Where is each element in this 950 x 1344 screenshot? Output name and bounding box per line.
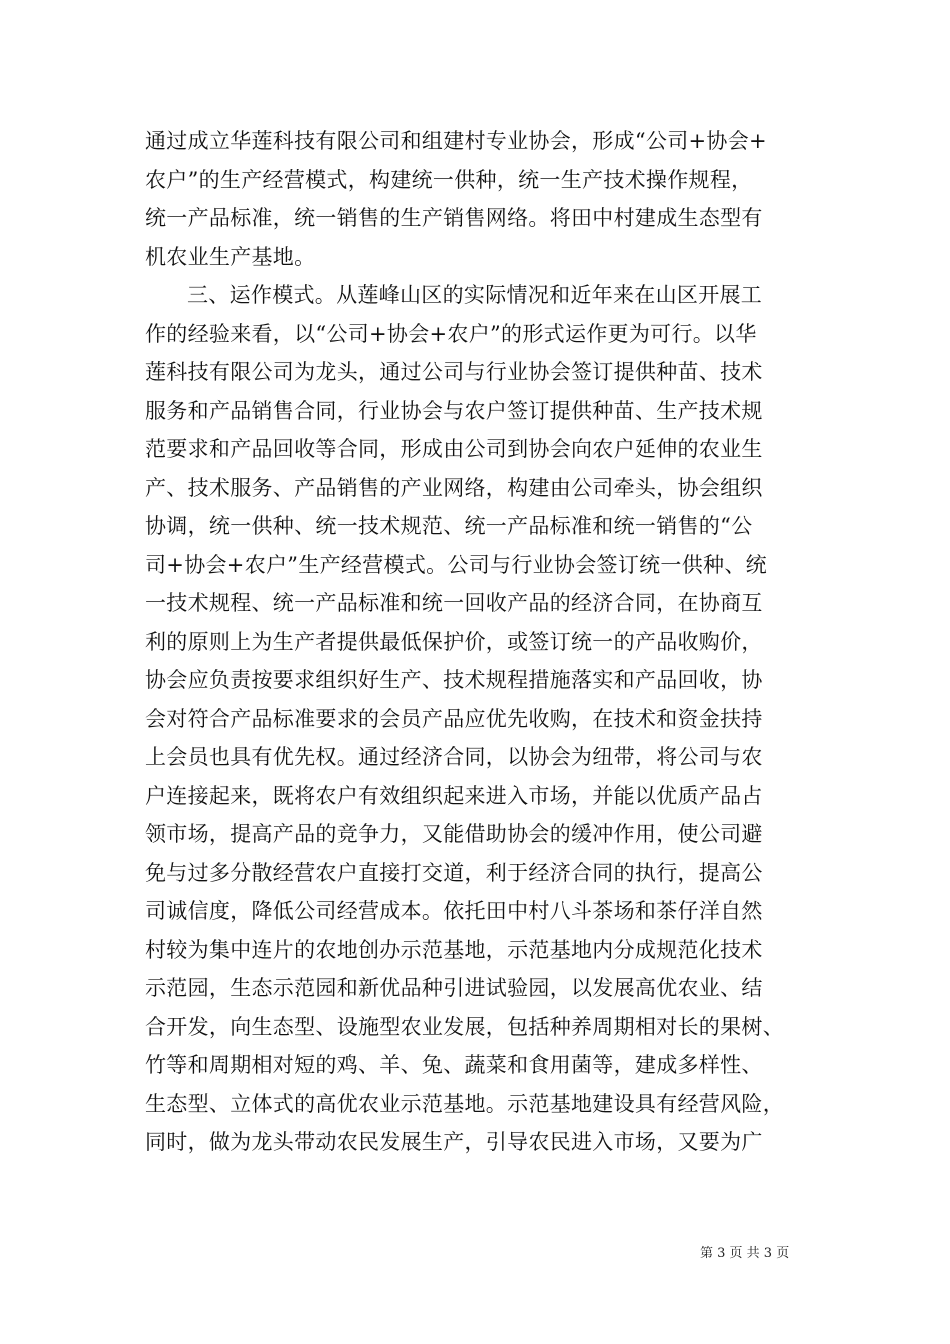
paragraph-company-association: [145, 122, 825, 276]
text-line: 机农业生产基地。: [145, 244, 316, 269]
text-line: 司+协会+农户”生产经营模式。公司与行业协会签订统一供种、统: [145, 552, 767, 577]
text-line: 三、运作模式。从莲峰山区的实际情况和近年来在山区开展工: [187, 283, 763, 307]
text-line: 莲科技有限公司为龙头，通过公司与行业协会签订提供种苗、技术: [145, 360, 763, 384]
text-line: 产、技术服务、产品销售的产业网络，构建由公司牵头，协会组织: [145, 475, 763, 500]
page-number: 第 3 页 共 3 页: [700, 1246, 790, 1261]
text-line: 一技术规程、统一产品标准和统一回收产品的经济合同，在协商互: [145, 591, 763, 615]
text-line: 利的原则上为生产者提供最低保护价，或签订统一的产品收购价，: [145, 629, 763, 654]
paragraph-operation-mode: [145, 276, 825, 1162]
text-line: 协会应负责按要求组织好生产、技术规程措施落实和产品回收，协: [145, 668, 763, 692]
text-line: 免与过多分散经营农户直接打交道，利于经济合同的执行，提高公: [145, 860, 763, 885]
text-line: 生态型、立体式的高优农业示范基地。示范基地建设具有经营风险，: [145, 1091, 784, 1116]
text-line: 村较为集中连片的农地创办示范基地，示范基地内分成规范化技术: [145, 937, 763, 962]
text-line: 服务和产品销售合同，行业协会与农户签订提供种苗、生产技术规: [145, 398, 763, 423]
text-line: 统一产品标准，统一销售的生产销售网络。将田中村建成生态型有: [145, 206, 763, 230]
text-line: 上会员也具有优先权。通过经济合同，以协会为纽带，将公司与农: [145, 745, 763, 769]
text-line: 农户”的生产经营模式，构建统一供种，统一生产技术操作规程，: [145, 167, 753, 192]
text-line: 户连接起来，既将农户有效组织起来进入市场，并能以优质产品占: [145, 783, 763, 808]
text-line: 同时，做为龙头带动农民发展生产，引导农民进入市场，又要为广: [145, 1130, 763, 1154]
text-line: 会对符合产品标准要求的会员产品应优先收购，在技术和资金扶持: [145, 706, 763, 731]
text-line: 示范园，生态示范园和新优品种引进试验园，以发展高优农业、结: [145, 976, 763, 1000]
text-line: 范要求和产品回收等合同，形成由公司到协会向农户延伸的农业生: [145, 437, 763, 461]
text-line: 司诚信度，降低公司经营成本。依托田中村八斗茶场和茶仔洋自然: [145, 899, 763, 923]
text-line: 竹等和周期相对短的鸡、羊、兔、蔬菜和食用菌等，建成多样性、: [145, 1053, 763, 1077]
text-line: 领市场，提高产品的竞争力，又能借助协会的缓冲作用，使公司避: [145, 822, 763, 846]
text-line: 通过成立华莲科技有限公司和组建村专业协会，形成“公司+协会+: [145, 129, 767, 153]
text-line: 合开发，向生态型、设施型农业发展，包括种养周期相对长的果树、: [145, 1014, 784, 1039]
text-line: 作的经验来看，以“公司+协会+农户”的形式运作更为可行。以华: [145, 321, 757, 346]
text-line: 协调，统一供种、统一技术规范、统一产品标准和统一销售的“公: [145, 514, 753, 538]
